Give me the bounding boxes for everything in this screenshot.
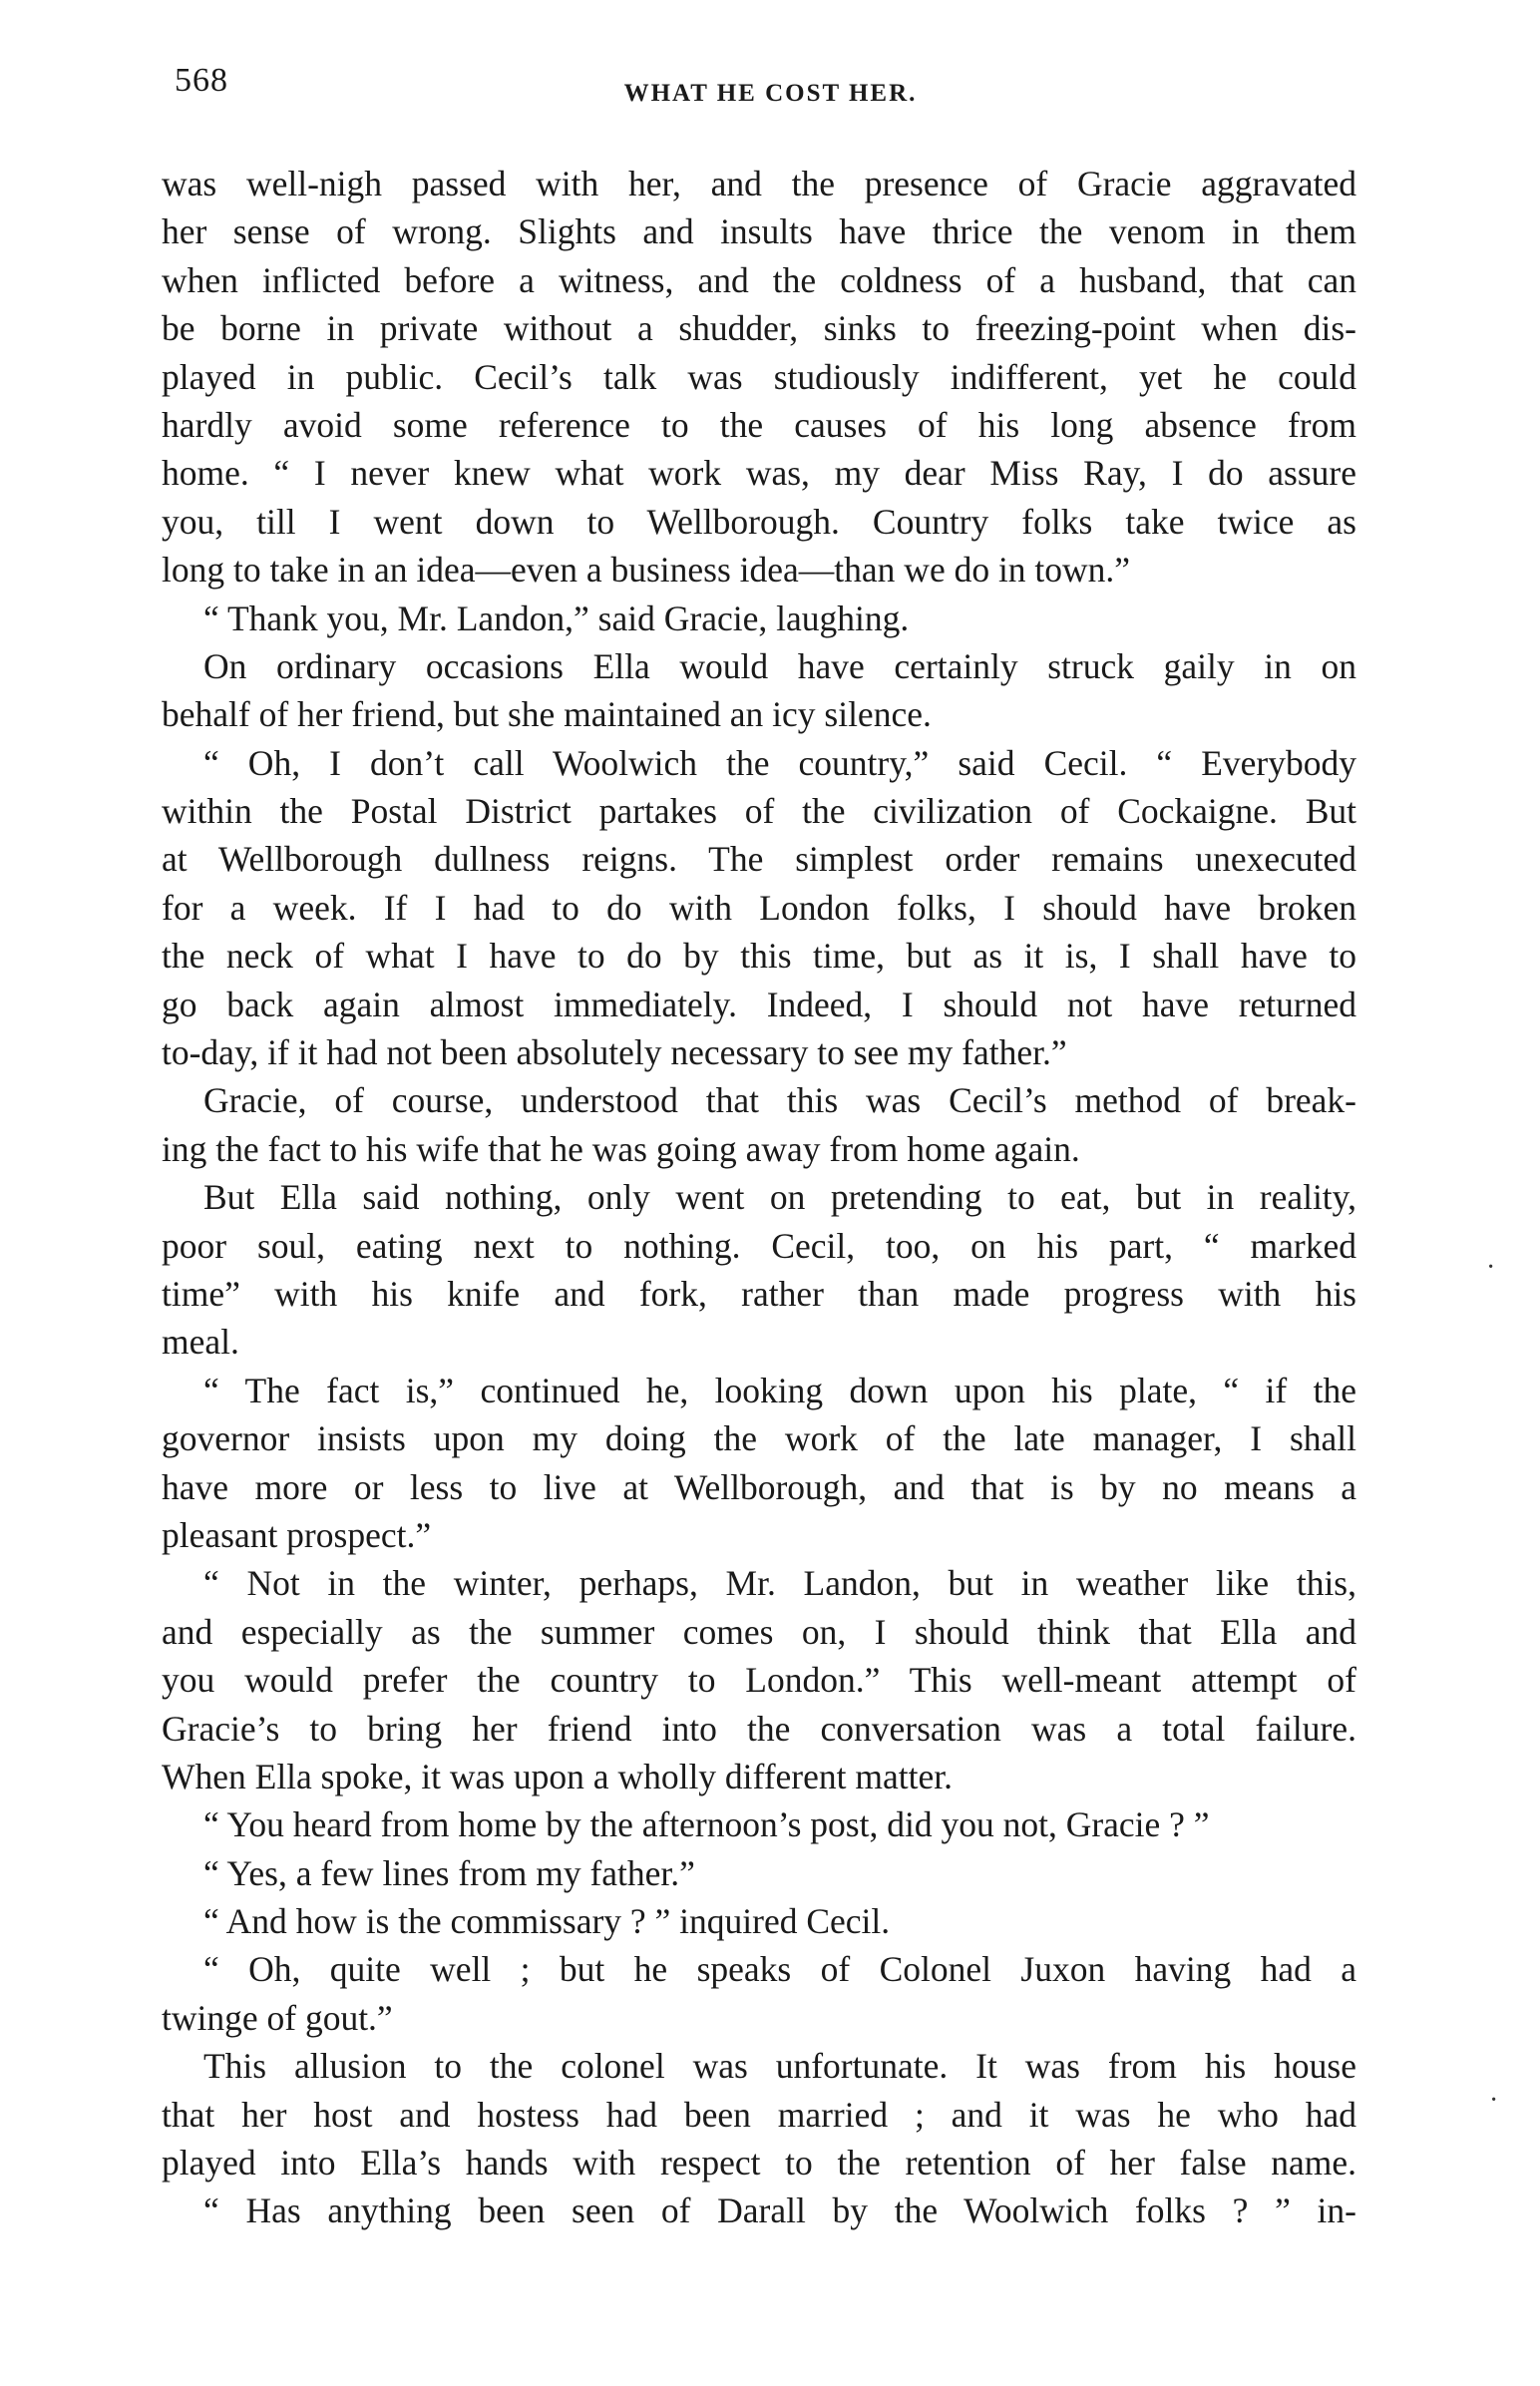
text-line: “ Oh, I don’t call Woolwich the country,” said Cecil. “ Everybody [203,742,1356,783]
text-line: “ The fact is,” continued he, looking down upon his plate, “ if the [203,1370,1356,1410]
text-line: Gracie, of course, understood that this was Cecil’s method of break- [203,1080,1356,1121]
text-line: “ You heard from home by the afternoon’s post, did you not, Gracie ? ” [203,1804,1210,1845]
text-line: within the Postal District partakes of the civilization of Cockaigne. But [162,791,1356,832]
text-line: governor insists upon my doing the work of the late manager, I shall [162,1418,1356,1459]
body-text [162,160,1356,2235]
text-line: “ Yes, a few lines from my father.” [203,1852,695,1893]
text-line: and especially as the summer comes on, I should think that Ella and [162,1611,1356,1652]
text-line: when inflicted before a witness, and the coldness of a husband, that can [162,259,1356,300]
text-line: for a week. If I had to do with London folks, I should have broken [162,887,1356,928]
text-line: behalf of her friend, but she maintained an icy silence. [162,694,932,735]
text-line: pleasant prospect.” [162,1514,432,1555]
text-line: poor soul, eating next to nothing. Cecil, too, on his part, “ marked [162,1225,1356,1266]
text-line: hardly avoid some reference to the causes of his long absence from [162,404,1356,445]
text-line: “ Oh, quite well ; but he speaks of Colonel Juxon having had a [203,1949,1356,1990]
margin-speck: · [1486,1252,1496,1283]
margin-speck: · [1489,2085,1499,2116]
text-line: you would prefer the country to London.” This well-meant attempt of [162,1660,1356,1701]
text-line: her sense of wrong. Slights and insults have thrice the venom in them [162,211,1356,252]
text-line: But Ella said nothing, only went on pretending to eat, but in reality, [203,1177,1356,1218]
text-line: “ Thank you, Mr. Landon,” said Gracie, laughing. [203,597,910,638]
text-line: be borne in private without a shudder, sinks to freezing-point when dis- [162,308,1356,349]
text-line: “ Has anything been seen of Darall by the Woolwich folks ? ” in- [203,2190,1356,2231]
text-line: On ordinary occasions Ella would have certainly struck gaily in on [203,645,1356,686]
text-line: When Ella spoke, it was upon a wholly different matter. [162,1756,953,1796]
page-number: 568 [175,62,228,99]
text-line: home. “ I never knew what work was, my dear Miss Ray, I do assure [162,453,1356,494]
text-line: at Wellborough dullness reigns. The simplest order remains unexecuted [162,839,1356,880]
text-line: played into Ella’s hands with respect to the retention of her false name. [162,2143,1356,2184]
text-line: that her host and hostess had been married ; and it was he who had [162,2094,1356,2135]
text-line: long to take in an idea—even a business idea—than we do in town.” [162,550,1131,591]
text-line: This allusion to the colonel was unfortunate. It was from his house [203,2046,1356,2087]
text-line: time” with his knife and fork, rather than made progress with his [162,1273,1356,1314]
text-line: the neck of what I have to do by this time, but as it is, I shall have to [162,936,1356,977]
running-title: WHAT HE COST HER. [623,80,918,107]
text-line: played in public. Cecil’s talk was studiously indifferent, yet he could [162,356,1356,397]
text-line: “ And how is the commissary ? ” inquired Cecil. [203,1901,891,1942]
text-line: ing the fact to his wife that he was going away from home again. [162,1128,1080,1169]
text-line: twinge of gout.” [162,1997,393,2038]
text-line: Gracie’s to bring her friend into the conversation was a total failure. [162,1708,1356,1749]
text-line: have more or less to live at Wellborough, and that is by no means a [162,1466,1356,1507]
text-line: was well-nigh passed with her, and the presence of Gracie aggravated [162,164,1356,203]
text-line: “ Not in the winter, perhaps, Mr. Landon, but in weather like this, [203,1563,1356,1604]
text-line: to-day, if it had not been absolutely necessary to see my father.” [162,1032,1067,1073]
page-header [175,62,1366,112]
text-line: you, till I went down to Wellborough. Country folks take twice as [162,501,1356,542]
text-line: go back again almost immediately. Indeed, I should not have returned [162,984,1356,1024]
text-line: meal. [162,1322,239,1363]
